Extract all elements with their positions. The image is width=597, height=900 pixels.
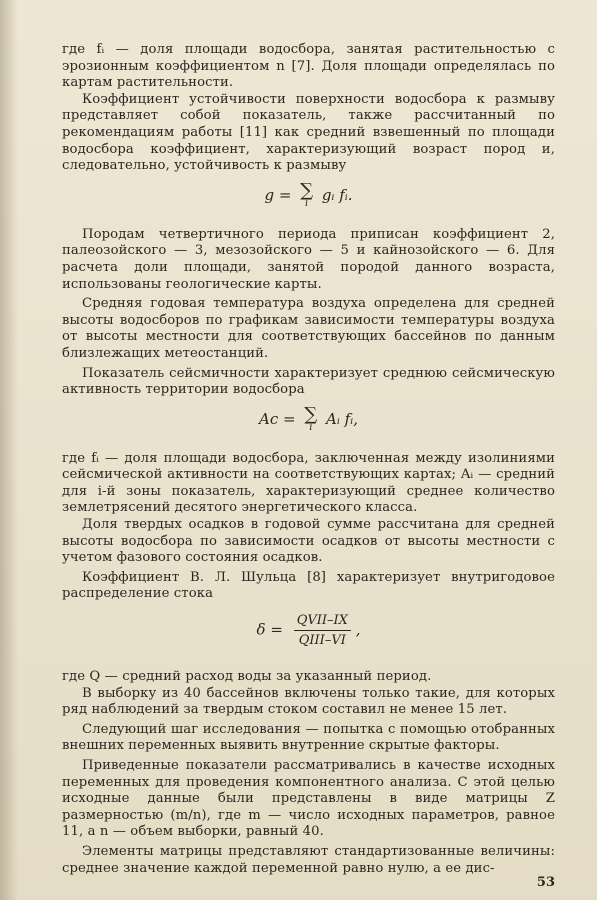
formula-ac-rhs: Aᵢ fᵢ, — [326, 409, 358, 428]
formula-g-eq: = — [278, 185, 292, 204]
paragraph-8: Коэффициент В. Л. Шульца [8] характеризует внутригодовое распределение стока — [62, 569, 555, 602]
formula-ac-eq: = — [283, 409, 296, 428]
formula-g-sum — [300, 179, 314, 209]
formula-delta — [62, 613, 555, 657]
formula-delta-tail: , — [355, 620, 361, 639]
formula-delta-fraction — [294, 613, 351, 648]
paragraph-9: где Q — средний расход воды за указанный период. — [62, 669, 432, 685]
sum-sign: ∑ — [300, 179, 314, 201]
formula-g-rhs: gᵢ fᵢ. — [321, 185, 353, 204]
sum-index: i — [309, 421, 313, 433]
paragraph-3: Породам четвертичного периода приписан коэффициент 2, палеозойского — 3, мезозойского — 5 и кайнозойского — 6. Для расчета доли площади, занятой породой данного возраста, использованы геологические карты. — [62, 226, 555, 292]
formula-g — [62, 179, 555, 217]
paragraph-11: Следующий шаг исследования — попытка с помощью отобранных внешних переменных выявить внутренние скрытые факторы. — [62, 721, 555, 754]
paragraph-2: Коэффициент устойчивости поверхности водосбора к размыву представляет собой показатель, также рассчитанный по рекомендациям работы [11] как средний взвешенный по площади водосбора коэффициент, характеризующий возраст пород и, следовательно, устойчивость к размыву — [62, 91, 555, 174]
formula-ac — [62, 403, 555, 441]
fraction-numerator: QVII–IX — [294, 613, 351, 631]
paragraph-6: где fᵢ — доля площади водосбора, заключенная между изолиниями сейсмической активности на соответствующих картах; Aᵢ — средний для i-й зоны показатель, характеризующий среднее количество землетрясений десятого энергетического класса. — [62, 450, 555, 516]
paragraph-12: Приведенные показатели рассматривались в качестве исходных переменных для проведения компонентного анализа. С этой целью исходные данные были представлены в виде матрицы Z размерностью (m/n), где m — число исходных параметров, равное 11, а n — объем выборки, равный 40. — [62, 758, 555, 840]
sum-index: i — [305, 197, 309, 209]
paragraph-7: Доля твердых осадков в годовой сумме рассчитана для средней высоты водосбора по зависимости осадков от высоты местности с учетом фазового состояния осадков. — [62, 517, 555, 566]
formula-ac-sum — [304, 403, 318, 433]
paragraph-10: В выборку из 40 бассейнов включены только такие, для которых ряд наблюдений за твердым стоком составил не менее 15 лет. — [62, 685, 555, 718]
sum-sign: ∑ — [304, 403, 318, 425]
paragraph-13: Элементы матрицы представляют стандартизованные величины: среднее значение каждой переменной равно нулю, а ее дис- — [62, 843, 555, 876]
formula-ac-lhs: Aс — [259, 409, 279, 428]
page-spine-shadow — [0, 0, 18, 900]
paragraph-1: где fᵢ — доля площади водосбора, занятая растительностью с эрозионным коэффициентом n [7]. Доля площади определялась по картам растительности. — [62, 42, 555, 91]
page-number: 53 — [536, 875, 555, 890]
paragraph-4: Средняя годовая температура воздуха определена для средней высоты водосборов по графикам зависимости температуры воздуха от высоты местности для соответствующих бассейнов по данным близлежащих метеостанций. — [62, 296, 555, 361]
paragraph-5: Показатель сейсмичности характеризует среднюю сейсмическую активность территории водосбора — [62, 365, 555, 398]
fraction-denominator: QIII–VI — [298, 633, 346, 649]
formula-delta-lhs: δ — [256, 620, 266, 639]
formula-delta-eq: = — [270, 620, 283, 639]
formula-g-lhs: g — [264, 185, 275, 204]
